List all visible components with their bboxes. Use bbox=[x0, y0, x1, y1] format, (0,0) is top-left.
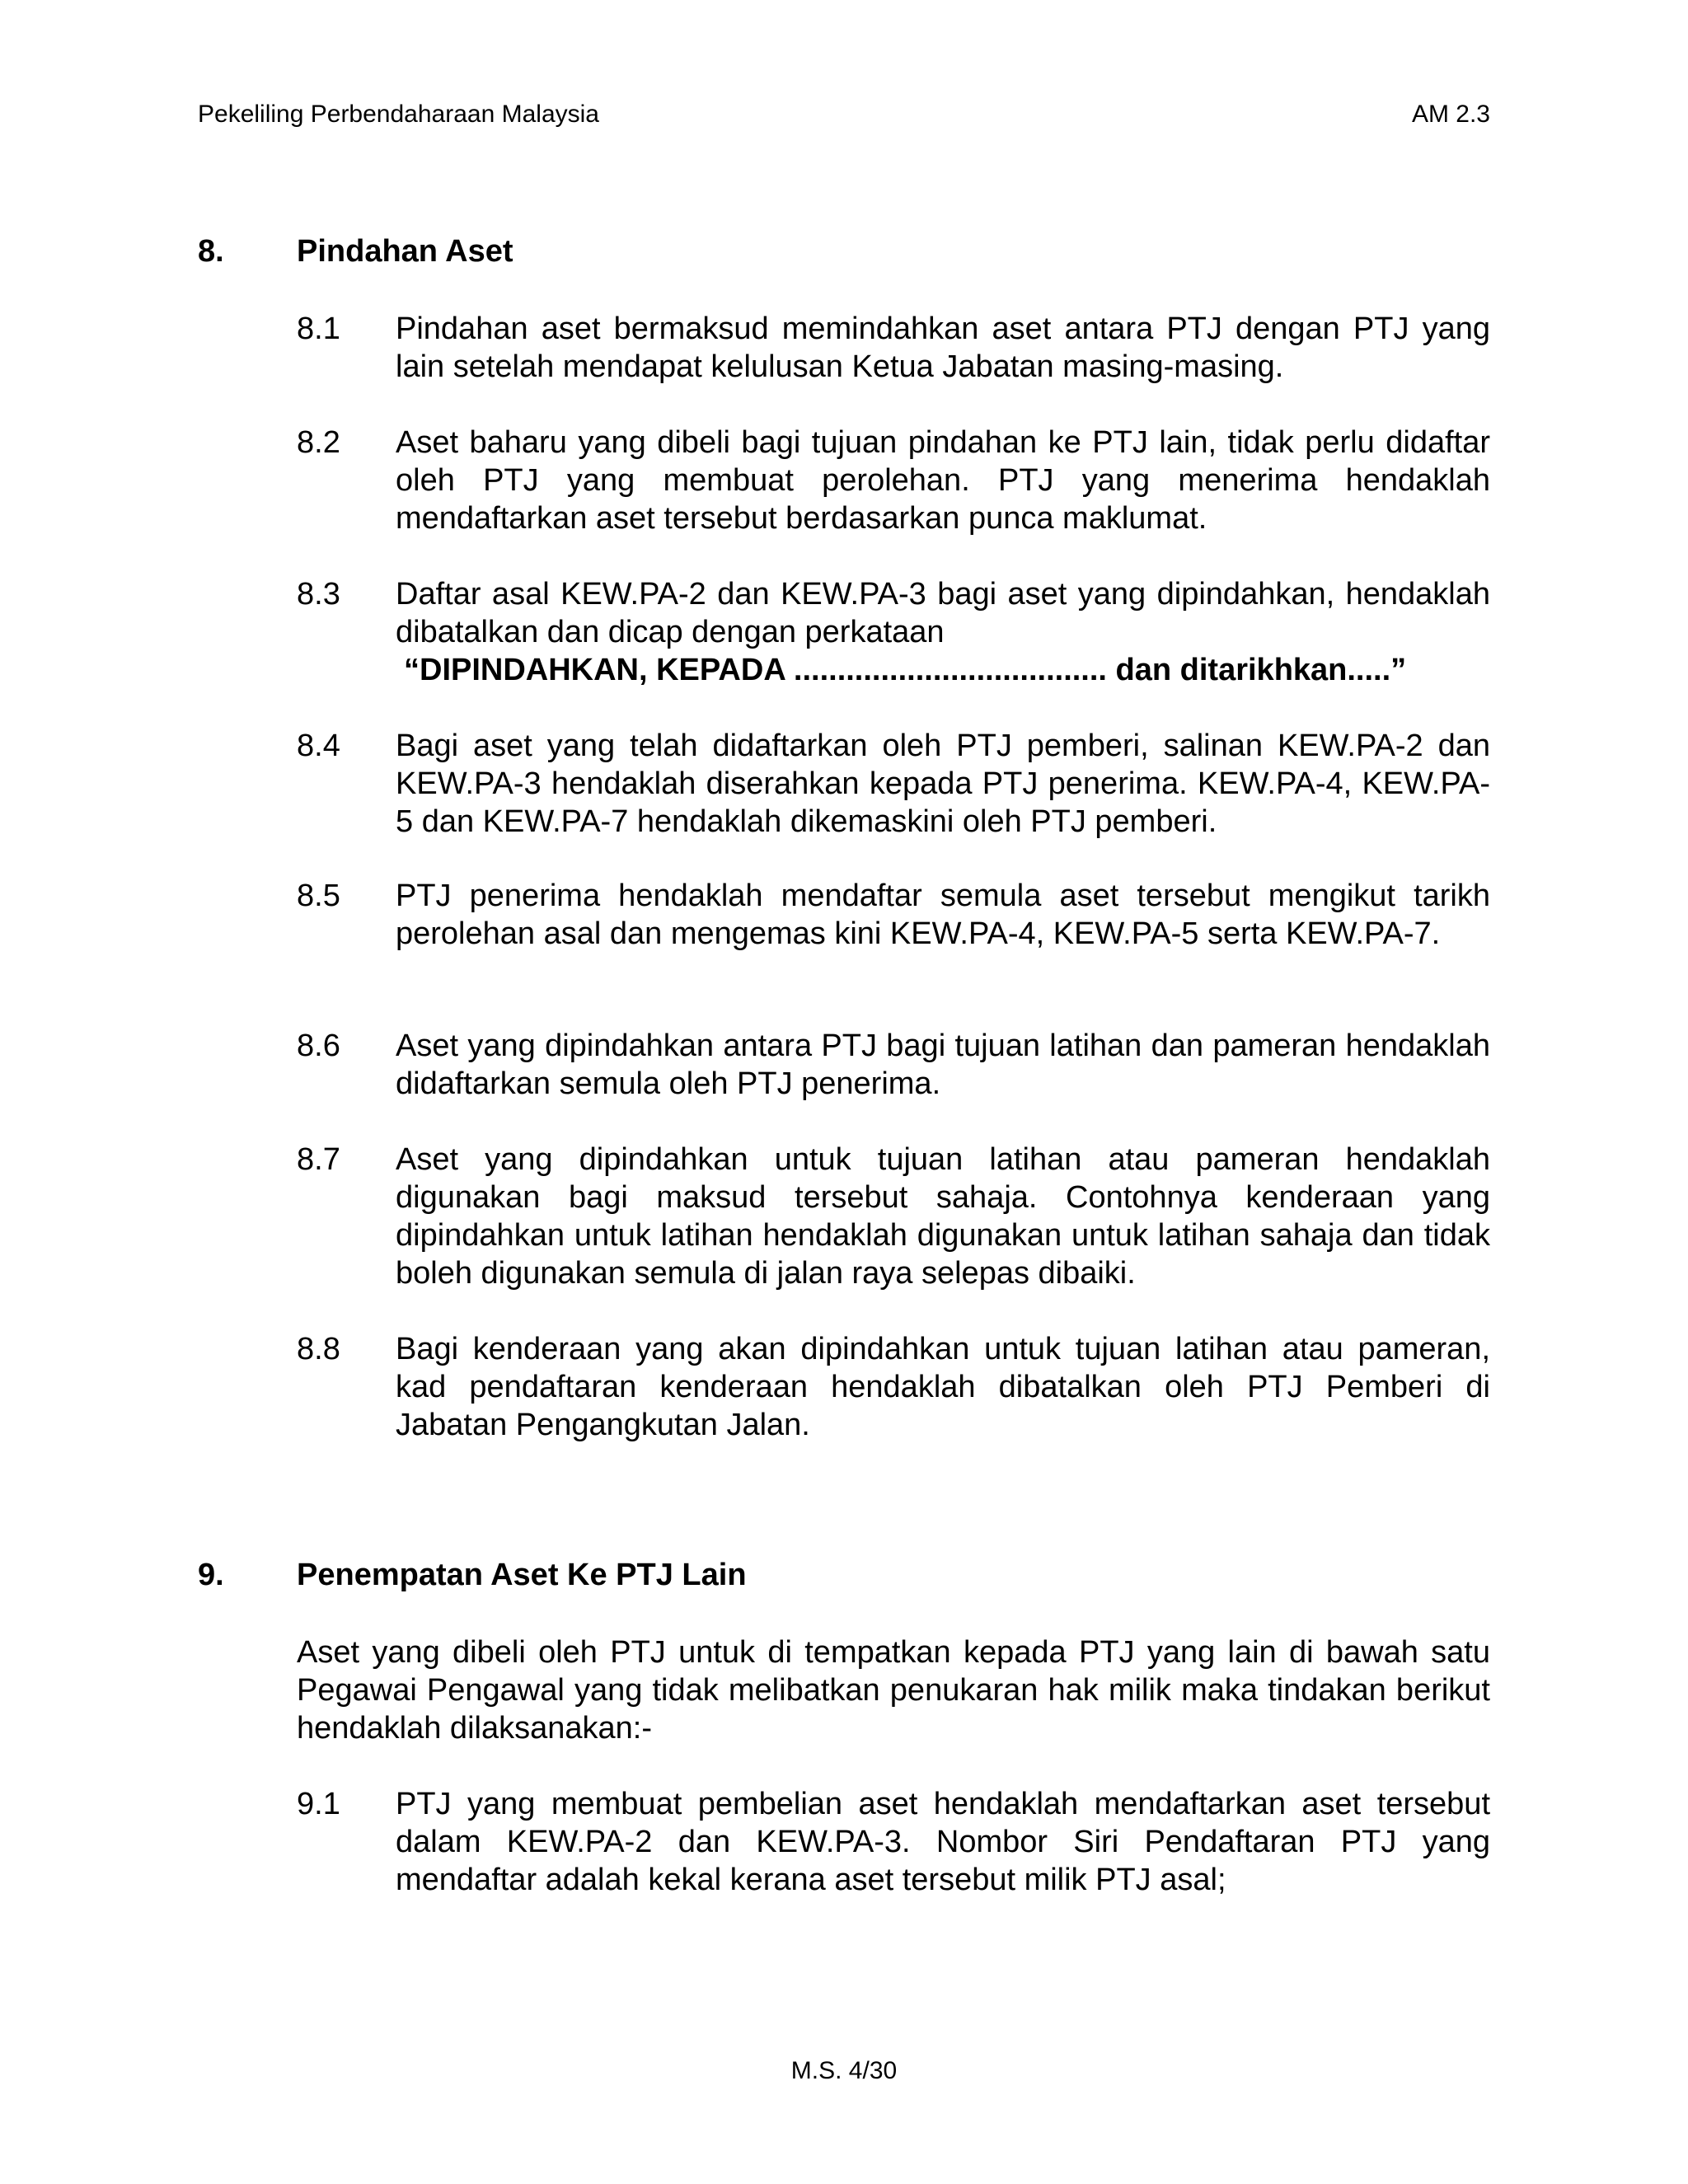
list-item-8-8 bbox=[297, 1330, 1490, 1444]
item-text: Aset yang dipindahkan antara PTJ bagi tujuan latihan dan pameran hendaklah didaftarkan semula oleh PTJ penerima. bbox=[396, 1029, 1490, 1101]
section-8-heading bbox=[198, 234, 513, 269]
item-text: Pindahan aset bermaksud memindahkan aset antara PTJ dengan PTJ yang lain setelah mendapat kelulusan Ketua Jabatan masing-masing. bbox=[396, 312, 1490, 384]
list-item-8-4 bbox=[297, 727, 1490, 841]
item-number: 8.4 bbox=[297, 729, 340, 763]
item-text: Aset baharu yang dibeli bagi tujuan pindahan ke PTJ lain, tidak perlu didaftar oleh PTJ yang membuat perolehan. PTJ yang menerima hendaklah mendaftarkan aset tersebut berdasarkan punca maklumat. bbox=[396, 425, 1490, 536]
stamp-wording: “DIPINDAHKAN, KEPADA .................................... dan ditarikhkan.....” bbox=[404, 653, 1407, 687]
header-doc-code: AM 2.3 bbox=[1411, 101, 1490, 128]
item-text: Daftar asal KEW.PA-2 dan KEW.PA-3 bagi aset yang dipindahkan, hendaklah dibatalkan dan dicap dengan perkataan bbox=[396, 577, 1490, 649]
item-number: 8.6 bbox=[297, 1029, 340, 1063]
item-number: 8.1 bbox=[297, 312, 340, 346]
list-item-8-1 bbox=[297, 310, 1490, 386]
section-title: Penempatan Aset Ke PTJ Lain bbox=[297, 1558, 747, 1592]
item-text: Bagi kenderaan yang akan dipindahkan untuk tujuan latihan atau pameran, kad pendaftaran kenderaan hendaklah dibatalkan oleh PTJ Pemberi di Jabatan Pengangkutan Jalan. bbox=[396, 1332, 1490, 1442]
item-text: PTJ penerima hendaklah mendaftar semula aset tersebut mengikut tarikh perolehan asal dan mengemas kini KEW.PA-4, KEW.PA-5 serta KEW.PA-7. bbox=[396, 879, 1490, 951]
list-item-8-6 bbox=[297, 1027, 1490, 1103]
list-item-8-2 bbox=[297, 424, 1490, 537]
item-text: Aset yang dipindahkan untuk tujuan latihan atau pameran hendaklah digunakan bagi maksud tersebut sahaja. Contohnya kenderaan yang dipindahkan untuk latihan hendaklah digunakan untuk latihan sahaja dan tidak boleh digunakan semula di jalan raya selepas dibaiki. bbox=[396, 1142, 1490, 1291]
section-9-intro: Aset yang dibeli oleh PTJ untuk di tempatkan kepada PTJ yang lain di bawah satu Pegawai Pengawal yang tidak melibatkan penukaran hak milik maka tindakan berikut hendaklah dilaksanakan:- bbox=[297, 1635, 1490, 1746]
list-item-8-3 bbox=[297, 575, 1490, 689]
section-9-heading bbox=[198, 1558, 747, 1593]
item-number: 8.5 bbox=[297, 879, 340, 913]
page-number: M.S. 4/30 bbox=[790, 2057, 898, 2084]
header-title: Pekeliling Perbendaharaan Malaysia bbox=[198, 101, 599, 128]
page-header bbox=[198, 101, 1490, 129]
item-text: Bagi aset yang telah didaftarkan oleh PTJ pemberi, salinan KEW.PA-2 dan KEW.PA-3 hendaklah diserahkan kepada PTJ penerima. KEW.PA-4, KEW.PA-5 dan KEW.PA-7 hendaklah dikemaskini oleh PTJ pemberi. bbox=[396, 729, 1490, 839]
section-title: Pindahan Aset bbox=[297, 234, 513, 269]
item-text: PTJ yang membuat pembelian aset hendaklah mendaftarkan aset tersebut dalam KEW.PA-2 dan KEW.PA-3. Nombor Siri Pendaftaran PTJ yang mendaftar adalah kekal kerana aset tersebut milik PTJ asal; bbox=[396, 1787, 1490, 1897]
section-number: 9. bbox=[198, 1558, 224, 1592]
item-number: 8.2 bbox=[297, 425, 340, 460]
item-number: 8.7 bbox=[297, 1142, 340, 1177]
item-number: 9.1 bbox=[297, 1787, 340, 1821]
list-item-8-5 bbox=[297, 877, 1490, 953]
item-text-block bbox=[396, 575, 1490, 689]
list-item-9-1 bbox=[297, 1785, 1490, 1899]
item-number: 8.8 bbox=[297, 1332, 340, 1366]
list-item-8-7 bbox=[297, 1141, 1490, 1292]
section-number: 8. bbox=[198, 234, 224, 269]
item-number: 8.3 bbox=[297, 577, 340, 612]
